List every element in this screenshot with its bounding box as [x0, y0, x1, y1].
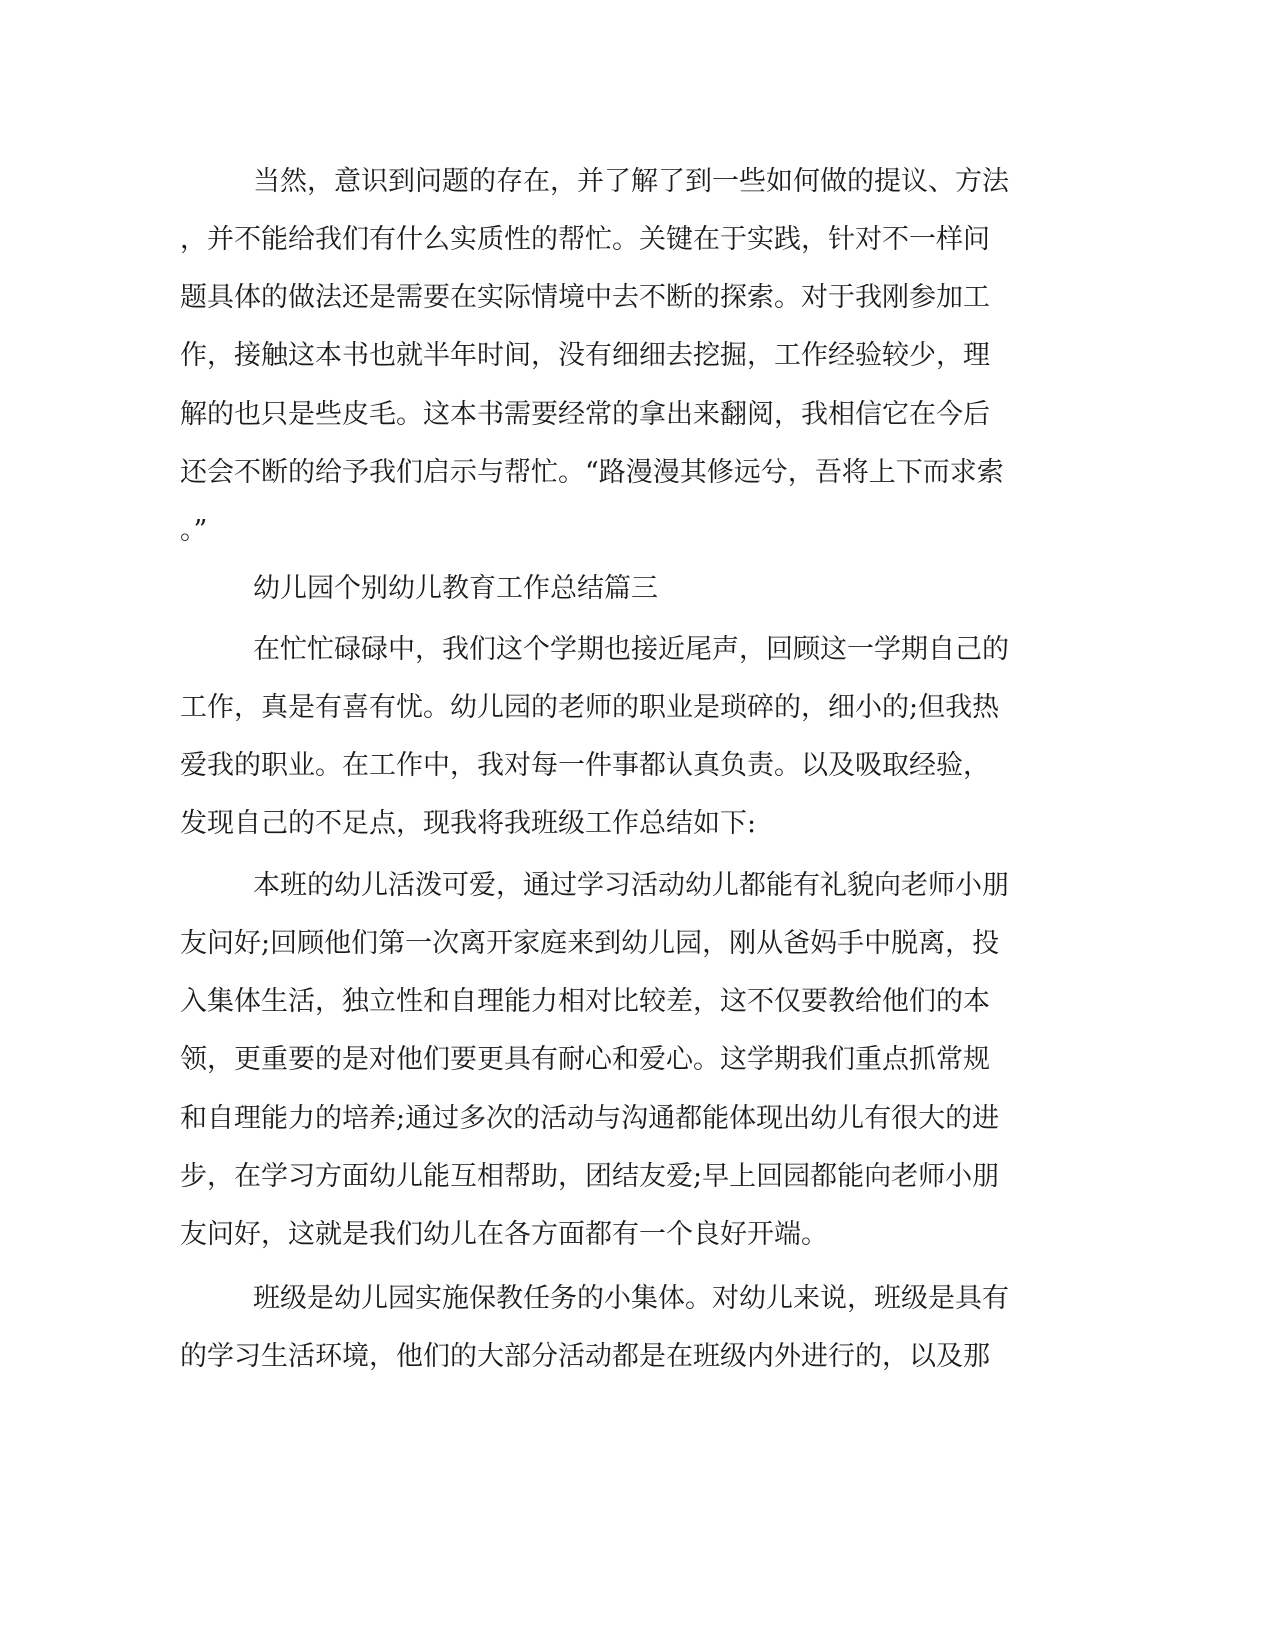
- text-line-17: 和自理能力的培养;通过多次的活动与沟通都能体现出幼儿有很大的进: [180, 1103, 1000, 1134]
- text-line-20: 班级是幼儿园实施保教任务的小集体。对幼儿来说，班级是具有: [253, 1283, 1009, 1314]
- text-line-4: 作，接触这本书也就半年时间，没有细细去挖掘，工作经验较少，理: [180, 340, 990, 371]
- text-line-15: 入集体生活，独立性和自理能力相对比较差，这不仅要教给他们的本: [180, 986, 990, 1017]
- text-line-9: 在忙忙碌碌中，我们这个学期也接近尾声，回顾这一学期自己的: [253, 634, 1009, 665]
- text-line-16: 领，更重要的是对他们要更具有耐心和爱心。这学期我们重点抓常规: [180, 1044, 990, 1075]
- text-line-7: 。”: [180, 515, 208, 546]
- text-line-2: ，并不能给我们有什么实质性的帮忙。关键在于实践，针对不一样问: [180, 224, 990, 255]
- text-line-3: 题具体的做法还是需要在实际情境中去不断的探索。对于我刚参加工: [180, 282, 990, 313]
- text-line-12: 发现自己的不足点，现我将我班级工作总结如下:: [180, 808, 757, 839]
- text-line-10: 工作，真是有喜有忧。幼儿园的老师的职业是琐碎的，细小的;但我热: [180, 692, 1000, 723]
- text-line-11: 爱我的职业。在工作中，我对每一件事都认真负责。以及吸取经验，: [180, 750, 990, 781]
- text-line-5: 解的也只是些皮毛。这本书需要经常的拿出来翻阅，我相信它在今后: [180, 399, 990, 430]
- text-line-18: 步，在学习方面幼儿能互相帮助，团结友爱;早上回园都能向老师小朋: [180, 1161, 1000, 1192]
- text-line-13: 本班的幼儿活泼可爱，通过学习活动幼儿都能有礼貌向老师小朋: [253, 870, 1009, 901]
- text-line-19: 友问好，这就是我们幼儿在各方面都有一个良好开端。: [180, 1219, 828, 1250]
- text-line-21: 的学习生活环境，他们的大部分活动都是在班级内外进行的，以及那: [180, 1341, 990, 1372]
- section-heading: 幼儿园个别幼儿教育工作总结篇三: [253, 573, 658, 604]
- text-line-6: 还会不断的给予我们启示与帮忙。“路漫漫其修远兮，吾将上下而求索: [180, 457, 1004, 488]
- text-line-1: 当然，意识到问题的存在，并了解了到一些如何做的提议、方法: [253, 166, 1009, 197]
- text-line-14: 友问好;回顾他们第一次离开家庭来到幼儿园，刚从爸妈手中脱离，投: [180, 928, 1000, 959]
